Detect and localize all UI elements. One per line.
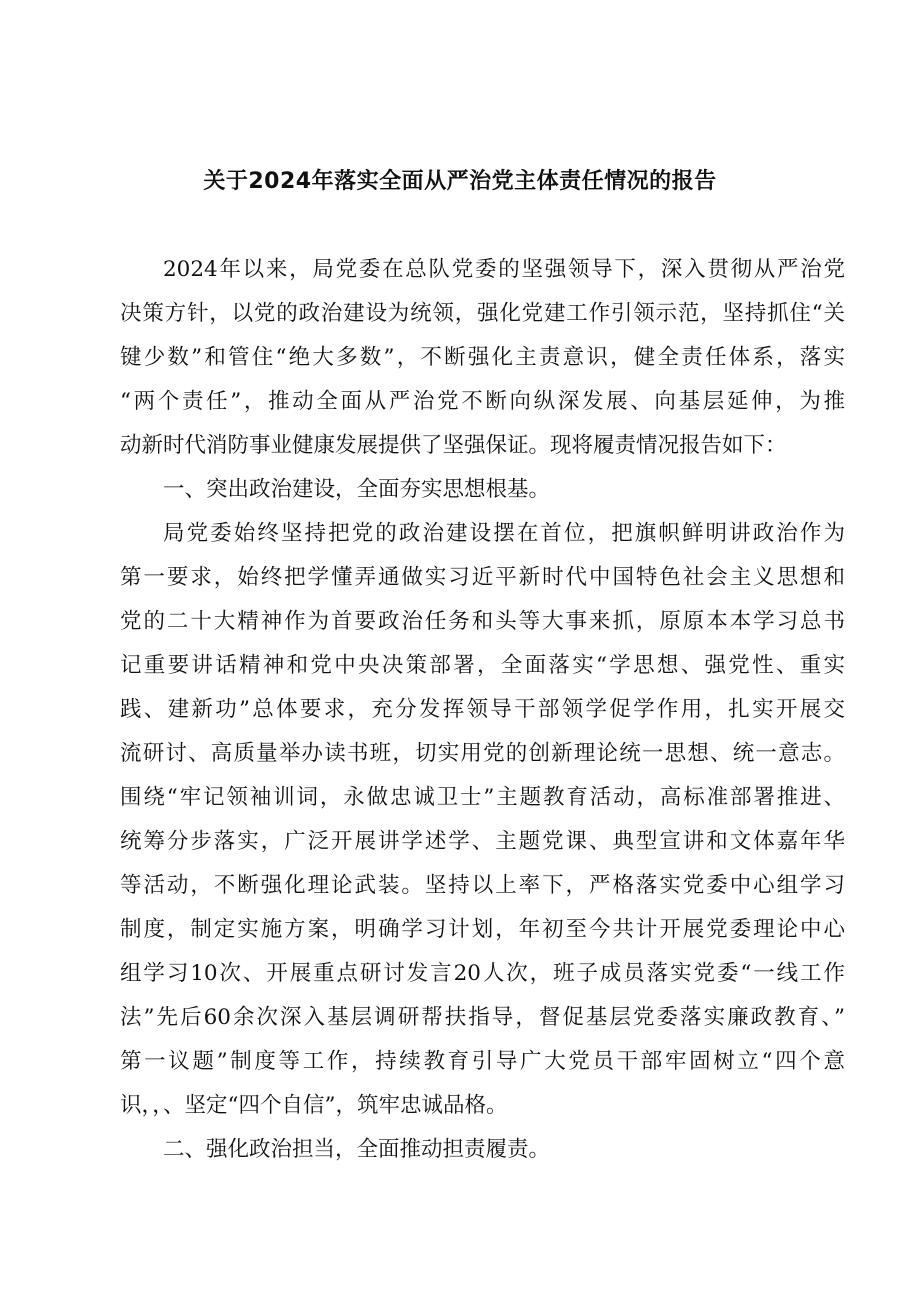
paragraph-line: 识，，、坚定“四个自信”，筑牢忠诚品格。 <box>120 1093 508 1118</box>
section-heading: 一、突出政治建设，全面夯实思想根基。 <box>163 477 551 502</box>
document-body <box>120 248 845 1172</box>
paragraph-line: 法”先后60余次深入基层调研帮扶指导，督促基层党委落实廉政教育、” <box>120 1005 845 1030</box>
paragraph-line: 2024年以来，局党委在总队党委的坚强领导下，深入贯彻从严治党 <box>163 257 845 282</box>
paragraph-line: 键少数”和管住“绝大多数”，不断强化主责意识，健全责任体系，落实 <box>120 345 845 370</box>
section-heading: 二、强化政治担当，全面推动担责履责。 <box>163 1137 551 1162</box>
paragraph-line: 制度，制定实施方案，明确学习计划，年初至今共计开展党委理论中心 <box>120 917 845 942</box>
paragraph-line: “两个责任”，推动全面从严治党不断向纵深发展、向基层延伸，为推 <box>120 389 845 414</box>
paragraph-line: 党的二十大精神作为首要政治任务和头等大事来抓，原原本本学习总书 <box>120 609 845 634</box>
document-title: 关于2024年落实全面从严治党主体责任情况的报告 <box>203 169 717 194</box>
paragraph-line: 践、建新功”总体要求，充分发挥领导干部领学促学作用，扎实开展交 <box>120 697 845 722</box>
paragraph-line: 决策方针，以党的政治建设为统领，强化党建工作引领示范，坚持抓住“关 <box>120 301 845 326</box>
paragraph-line: 第一议题”制度等工作，持续教育引导广大党员干部牢固树立“四个意 <box>120 1049 845 1074</box>
paragraph-line: 组学习10次、开展重点研讨发言20人次，班子成员落实党委“一线工作 <box>120 961 845 986</box>
paragraph-line: 记重要讲话精神和党中央决策部署，全面落实“学思想、强党性、重实 <box>120 653 845 678</box>
paragraph-line: 围绕“牢记领袖训词，永做忠诚卫士”主题教育活动，高标准部署推进、 <box>120 785 845 810</box>
paragraph-line: 第一要求，始终把学懂弄通做实习近平新时代中国特色社会主义思想和 <box>120 565 845 590</box>
paragraph-line: 局党委始终坚持把党的政治建设摆在首位，把旗帜鲜明讲政治作为 <box>163 521 845 546</box>
paragraph-line: 动新时代消防事业健康发展提供了坚强保证。现将履责情况报告如下： <box>120 433 787 458</box>
paragraph-line: 统筹分步落实，广泛开展讲学述学、主题党课、典型宣讲和文体嘉年华 <box>120 829 845 854</box>
paragraph-line: 流研讨、高质量举办读书班，切实用党的创新理论统一思想、统一意志。 <box>120 741 845 766</box>
paragraph-line: 等活动，不断强化理论武装。坚持以上率下，严格落实党委中心组学习 <box>120 873 845 898</box>
